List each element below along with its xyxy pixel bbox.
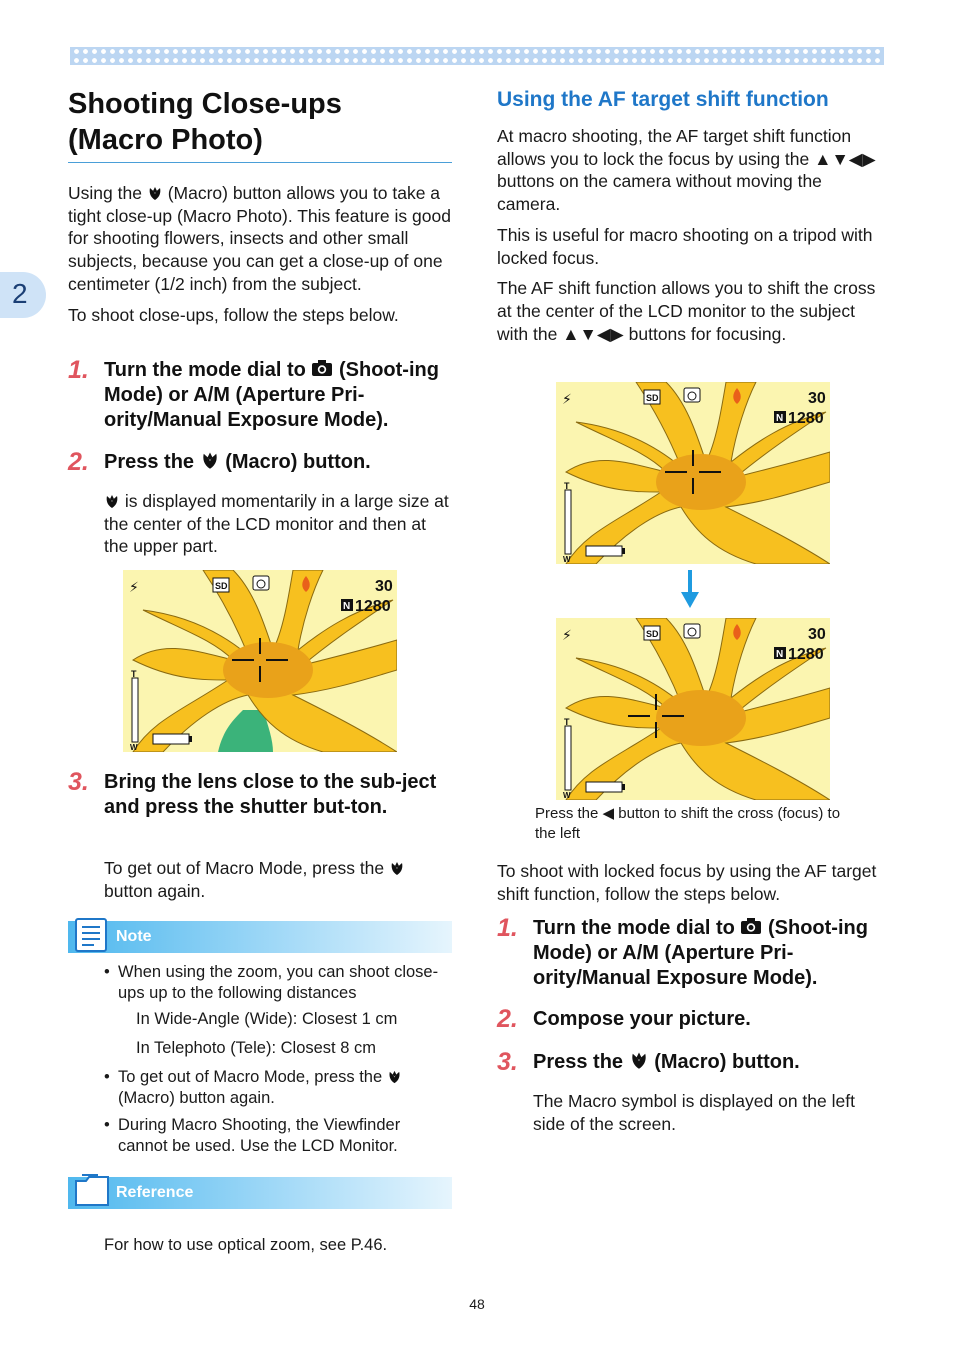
flash-icon: ⚡	[129, 580, 139, 596]
af-paragraph-1: At macro shooting, the AF target shift function allows you to lock the focus by using the ▲▼◀▶ buttons on the camera without moving the camera.	[497, 126, 876, 215]
arrow-buttons-icon: ▲▼◀▶	[814, 148, 876, 169]
af-intro	[497, 125, 883, 345]
reference-icon	[72, 1171, 112, 1209]
quality-indicator: N	[776, 649, 784, 660]
af-paragraph-3: The AF shift function allows you to shift the cross at the center of the LCD monitor to the subject with the ▲▼◀▶ buttons for focusing.	[497, 278, 876, 344]
af-paragraph-2: This is useful for macro shooting on a tripod with locked focus.	[497, 224, 873, 268]
step-text: Press the (Macro) button.	[533, 1051, 800, 1073]
zoom-wide-label: W	[130, 743, 138, 752]
note-header	[68, 921, 452, 953]
note-item: • During Macro Shooting, the Viewfinder cannot be used. Use the LCD Monitor.	[104, 1116, 401, 1155]
step-number: 2.	[497, 1005, 518, 1033]
page-title	[68, 86, 452, 163]
lcd-screen-center	[123, 570, 397, 752]
step-text: Turn the mode dial to (Shoot-ing Mode) or A/M (Aperture Pri-ority/Manual Exposure Mode).	[533, 917, 868, 989]
af-steps-intro: To shoot with locked focus by using the AF target shift function, follow the steps below.	[497, 861, 877, 904]
right-step-2	[497, 1007, 883, 1032]
battery-icon	[153, 734, 189, 744]
right-step-3	[497, 1050, 883, 1075]
battery-icon	[586, 546, 622, 556]
reference-header	[68, 1177, 452, 1209]
step-text: Compose your picture.	[533, 1008, 751, 1030]
lcd-screen-before-shift	[556, 382, 830, 564]
zoom-tele-label: T	[131, 669, 137, 679]
note-icon	[70, 917, 112, 953]
resolution-indicator: 1280	[788, 646, 824, 663]
arrow-down-icon	[681, 570, 699, 610]
page-number: 48	[469, 1296, 485, 1312]
shots-remaining: 30	[375, 578, 393, 595]
intro-block	[68, 182, 454, 326]
step-number: 2.	[68, 448, 89, 476]
flash-icon: ⚡	[562, 628, 572, 644]
sd-indicator: SD	[646, 629, 659, 639]
note-item: • When using the zoom, you can shoot close-ups up to the following distances	[104, 963, 439, 1002]
lcd-screen-after-shift	[556, 618, 830, 800]
step-text: Turn the mode dial to (Shoot-ing Mode) or A/M (Aperture Pri-ority/Manual Exposure Mode).	[104, 359, 439, 431]
camera-icon	[311, 359, 333, 377]
zoom-wide-label: W	[563, 791, 571, 800]
lcd-caption: Press the ◀ button to shift the cross (focus) to the left	[535, 805, 841, 842]
note-tele: In Telephoto (Tele): Closest 8 cm	[136, 1039, 376, 1057]
step-3-description: To get out of Macro Mode, press the button again.	[104, 857, 449, 902]
macro-icon	[104, 493, 120, 509]
right-step-3-description: The Macro symbol is displayed on the left side of the screen.	[533, 1091, 855, 1134]
intro-steps: To shoot close-ups, follow the steps below.	[68, 304, 399, 325]
sd-indicator: SD	[215, 581, 228, 591]
note-item: • To get out of Macro Mode, press the (Macro) button again.	[104, 1067, 454, 1109]
shots-remaining: 30	[808, 626, 826, 643]
macro-icon	[629, 1050, 649, 1070]
step-number: 3.	[68, 768, 89, 796]
af-heading: Using the AF target shift function	[497, 88, 829, 111]
title-line-2: (Macro Photo)	[68, 124, 263, 156]
title-line-1: Shooting Close-ups	[68, 88, 342, 120]
left-step-2	[68, 450, 454, 475]
camera-icon	[740, 917, 762, 935]
right-step-1	[497, 916, 883, 991]
macro-icon	[389, 860, 405, 876]
header-dot-bar	[70, 47, 884, 65]
step-2-description: is displayed momentarily in a large size at the center of the LCD monitor and then at the upper part.	[104, 491, 449, 557]
resolution-indicator: 1280	[355, 598, 391, 615]
shots-remaining: 30	[808, 390, 826, 407]
step-number: 1.	[68, 356, 89, 384]
quality-indicator: N	[343, 601, 351, 612]
zoom-tele-label: T	[564, 481, 570, 491]
step-text: Bring the lens close to the sub-ject and press the shutter but-ton.	[104, 771, 437, 818]
sd-indicator: SD	[646, 393, 659, 403]
chapter-number: 2	[12, 278, 28, 309]
intro-paragraph: Using the (Macro) button allows you to take a tight close-up (Macro Photo). This feature is good for shooting flowers, insects and other small subjects, because you can get a close-up of one centimeter (1/2 inch) from the subject.	[68, 183, 451, 294]
reference-text: For how to use optical zoom, see P.46.	[104, 1235, 388, 1254]
note-wide: In Wide-Angle (Wide): Closest 1 cm	[136, 1010, 398, 1028]
left-step-1	[68, 358, 454, 433]
zoom-tele-label: T	[564, 717, 570, 727]
arrow-buttons-icon: ▲▼◀▶	[562, 323, 624, 344]
battery-icon	[586, 782, 622, 792]
step-text: Press the (Macro) button.	[104, 451, 371, 473]
left-step-3	[68, 770, 454, 820]
flash-icon: ⚡	[562, 392, 572, 408]
macro-icon	[200, 450, 220, 470]
step-number: 3.	[497, 1048, 518, 1076]
quality-indicator: N	[776, 413, 784, 424]
zoom-wide-label: W	[563, 555, 571, 564]
chapter-tab	[0, 272, 46, 318]
step-number: 1.	[497, 914, 518, 942]
resolution-indicator: 1280	[788, 410, 824, 427]
macro-icon	[147, 185, 163, 201]
note-label: Note	[116, 928, 152, 945]
macro-icon	[387, 1069, 402, 1084]
note-list	[104, 962, 454, 1157]
reference-label: Reference	[116, 1184, 194, 1201]
arrow-left-icon: ◀	[602, 805, 615, 822]
